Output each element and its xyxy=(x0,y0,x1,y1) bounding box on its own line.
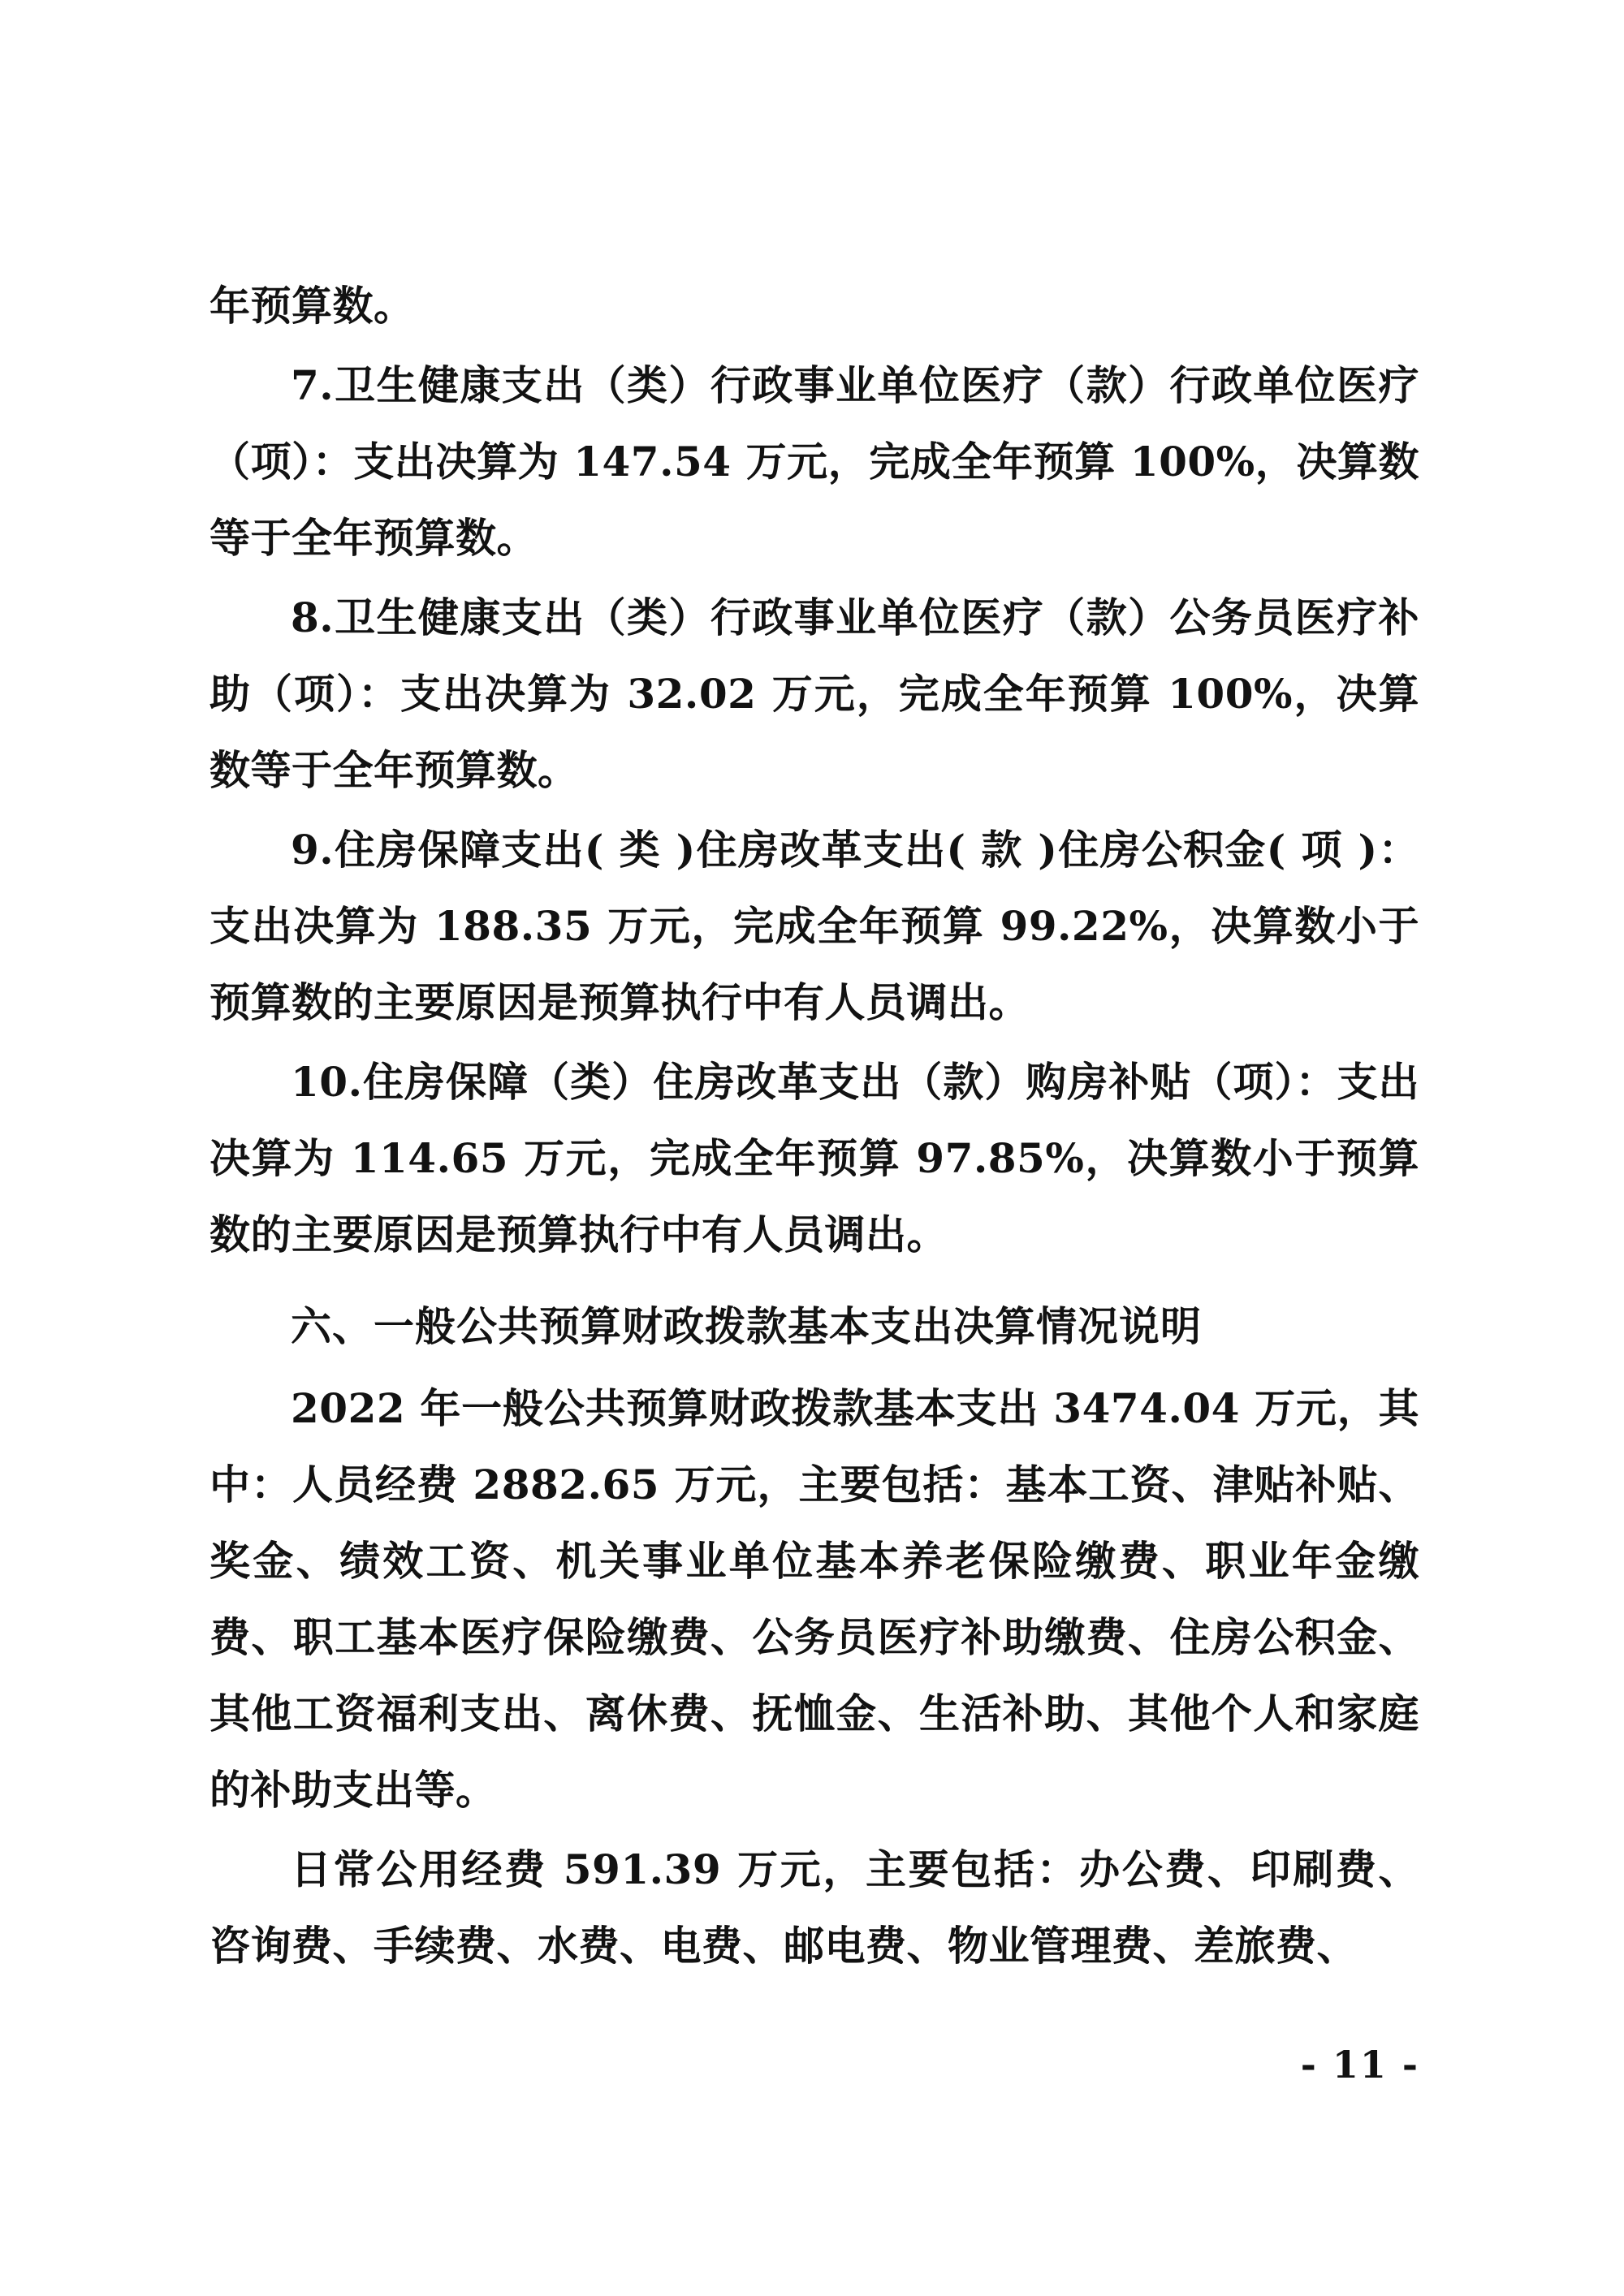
paragraph-continued: 年预算数。 xyxy=(209,282,415,330)
paragraph-basic-expenditure-2: 日常公用经费 591.39 万元，主要包括：办公费、印刷费、咨询费、手续费、水费、电费、邮电费、物业管理费、差旅费、 xyxy=(209,1845,1419,1970)
page-content xyxy=(209,268,1419,1987)
section-heading-six: 六、一般公共预算财政拨款基本支出决算情况说明 xyxy=(291,1302,1202,1350)
paragraph-item-10: 10.住房保障（类）住房改革支出（款）购房补贴（项）：支出决算为 114.65 万元，完成全年预算 97.85%，决算数小于预算数的主要原因是预算执行中有人员调出。 xyxy=(209,1058,1419,1258)
page-number: - 11 - xyxy=(1300,2043,1419,2087)
paragraph-item-7: 7.卫生健康支出（类）行政事业单位医疗（款）行政单位医疗（项）：支出决算为 147.54 万元，完成全年预算 100%，决算数等于全年预算数。 xyxy=(209,361,1419,562)
paragraph-basic-expenditure-1: 2022 年一般公共预算财政拨款基本支出 3474.04 万元，其中：人员经费 2882.65 万元，主要包括：基本工资、津贴补贴、奖金、绩效工资、机关事业单位基本养老保险缴费、职业年金缴费、职工基本医疗保险缴费、公务员医疗补助缴费、住房公积金、其他工资福利支出、离休费、抚恤金、生活补助、其他个人和家庭的补助支出等。 xyxy=(209,1384,1419,1814)
paragraph-item-9: 9.住房保障支出( 类 )住房改革支出( 款 )住房公积金( 项 )：支出决算为 188.35 万元，完成全年预算 99.22%，决算数小于预算数的主要原因是预算执行中有人员调出。 xyxy=(209,826,1419,1026)
paragraph-item-8: 8.卫生健康支出（类）行政事业单位医疗（款）公务员医疗补助（项）：支出决算为 32.02 万元，完成全年预算 100%，决算数等于全年预算数。 xyxy=(209,593,1419,794)
